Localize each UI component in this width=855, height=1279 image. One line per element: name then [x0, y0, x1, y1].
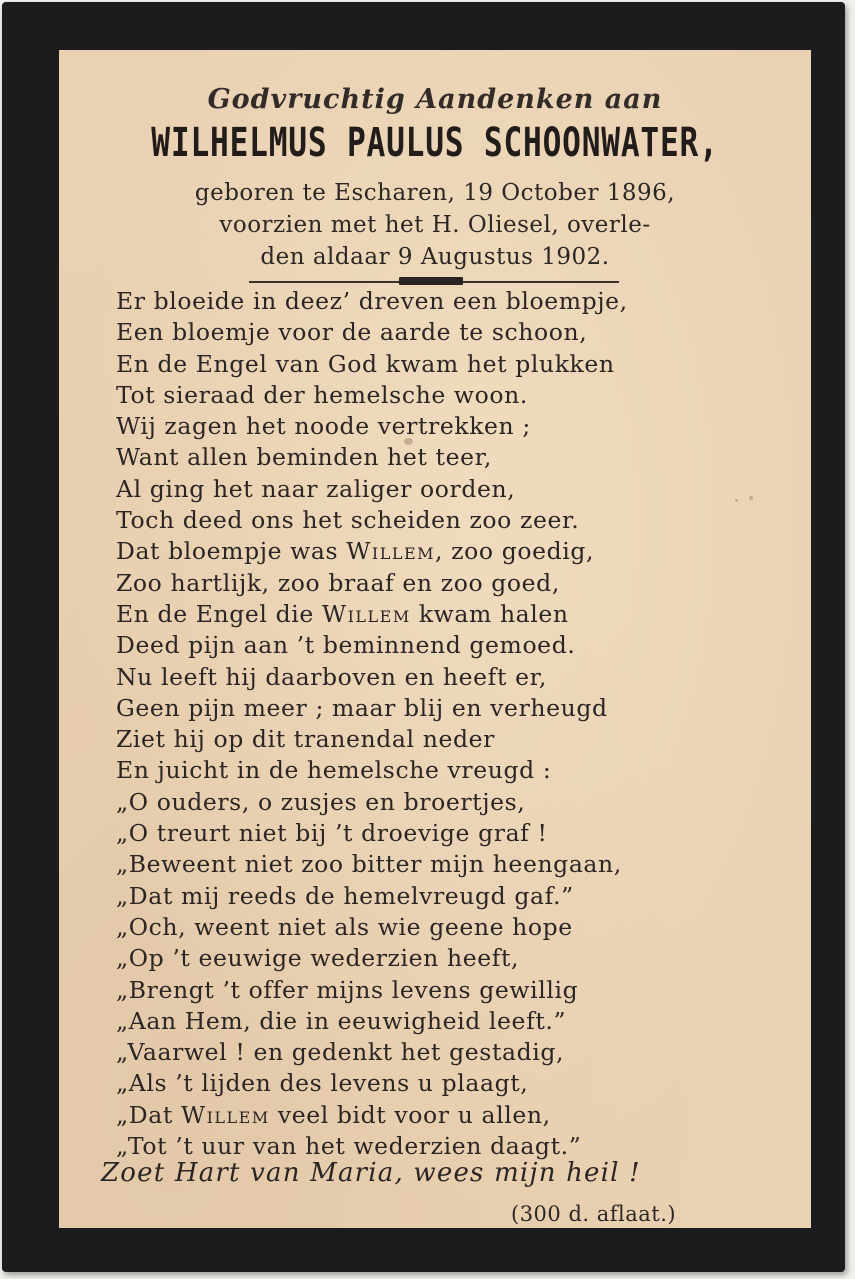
deceased-name: WILHELMUS PAULUS SCHOONWATER,	[151, 120, 719, 166]
card-paper-panel	[59, 50, 811, 1228]
poem-line: Dat bloempje was Willem, zoo goedig,	[116, 537, 595, 566]
indulgence-note: (300 d. aflaat.)	[511, 1202, 677, 1226]
poem-line: „Dat mij reeds de hemelvreugd gaf.”	[116, 881, 574, 910]
poem-line: „Als ’t lijden des levens u plaagt,	[116, 1069, 529, 1098]
poem-line: „Brengt ’t offer mijns levens gewillig	[116, 975, 579, 1004]
poem-line: Ziet hij op dit tranendal neder	[116, 725, 495, 754]
poem-line: Een bloemje voor de aarde te schoon,	[116, 318, 588, 347]
death-line: den aldaar 9 Augustus 1902.	[260, 244, 610, 270]
poem-line: „O ouders, o zusjes en broertjes,	[116, 787, 526, 816]
poem-line: „Dat Willem veel bidt voor u allen,	[116, 1100, 551, 1129]
poem-line: „Och, weent niet als wie geene hope	[116, 912, 573, 941]
birth-line: geboren te Escharen, 19 October 1896,	[194, 180, 676, 206]
poem-line: Wij zagen het noode vertrekken ;	[116, 412, 531, 441]
sacrament-line: voorzien met het H. Oliesel, overle-	[219, 212, 651, 238]
poem-line: Er bloeide in deez’ dreven een bloempje,	[116, 287, 628, 315]
poem-line: Tot sieraad der hemelsche woon.	[116, 380, 528, 409]
poem-line: Al ging het naar zaliger oorden,	[116, 474, 516, 503]
poem-line: En juicht in de hemelsche vreugd :	[116, 756, 552, 785]
poem-line: En de Engel van God kwam het plukken	[116, 349, 615, 378]
poem-line: „Vaarwel ! en gedenkt het gestadig,	[116, 1038, 565, 1067]
poem-line: Deed pijn aan ’t beminnend gemoed.	[116, 631, 576, 660]
poem-line: „O treurt niet bij ’t droevige graf !	[116, 819, 548, 848]
paper-stain	[749, 496, 753, 500]
memorial-poem	[116, 286, 796, 1162]
poem-line: En de Engel die Willem kwam halen	[116, 599, 569, 628]
poem-line: Nu leeft hij daarboven en heeft er,	[116, 662, 547, 691]
paper-stain	[404, 438, 413, 445]
poem-line: „Op ’t eeuwige wederzien heeft,	[116, 944, 520, 973]
paper-stain	[735, 499, 738, 502]
poem-line: „Tot ’t uur van het wederzien daagt.”	[116, 1132, 582, 1161]
poem-line: Want allen beminden het teer,	[116, 443, 492, 472]
poem-line: „Beweent niet zoo bitter mijn heengaan,	[116, 850, 622, 879]
poem-line: „Aan Hem, die in eeuwigheid leeft.”	[116, 1006, 567, 1035]
closing-invocation: Zoet Hart van Maria, wees mijn heil !	[101, 1158, 641, 1188]
memorial-card	[2, 2, 845, 1272]
poem-line: Geen pijn meer ; maar blij en verheugd	[116, 693, 608, 722]
divider-ornament	[399, 277, 463, 285]
card-intro-heading: Godvruchtig Aandenken aan	[207, 84, 663, 115]
poem-line: Toch deed ons het scheiden zoo zeer.	[116, 506, 580, 535]
poem-line: Zoo hartlijk, zoo braaf en zoo goed,	[116, 568, 560, 597]
